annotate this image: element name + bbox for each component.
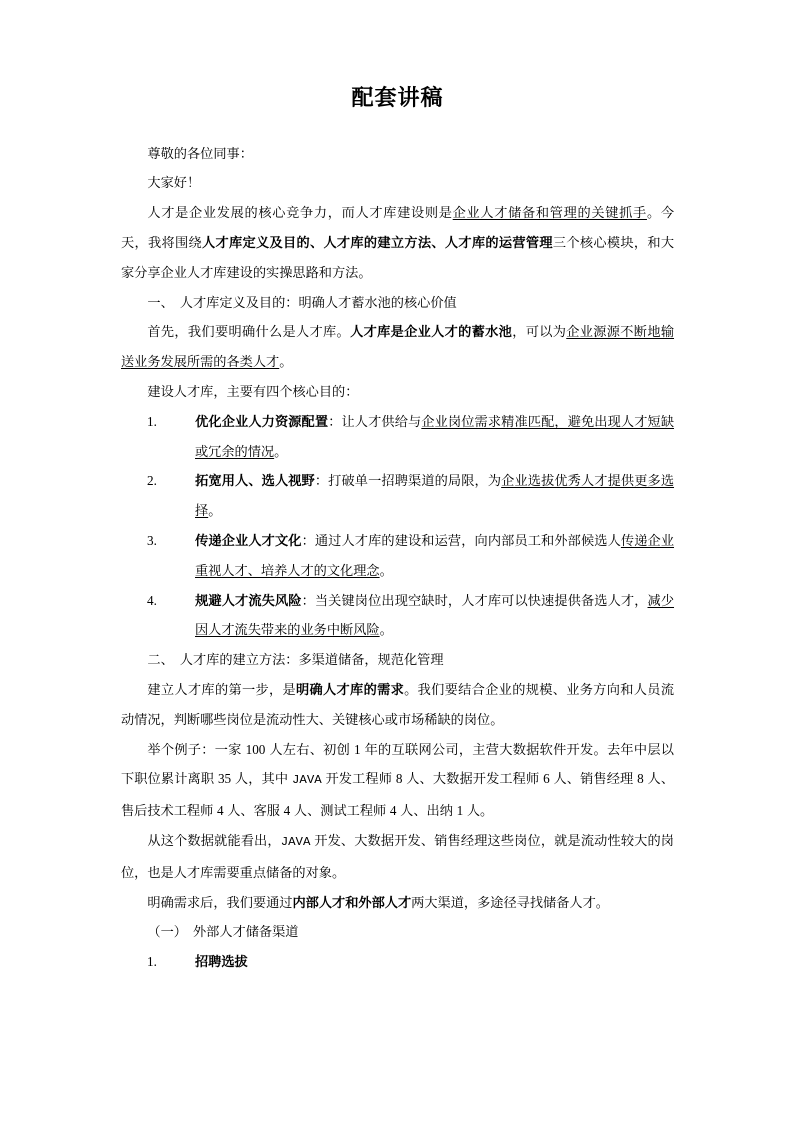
example-count-cashier: 1 (456, 803, 464, 819)
section-2-heading-text: 人才库的建立方法：多渠道储备，规范化管理 (179, 652, 444, 668)
list-item-tail: 。 (208, 503, 222, 519)
list-item (121, 586, 674, 646)
example-count-sales: 8 (637, 771, 644, 787)
list-item-number: 2. (147, 473, 157, 489)
conclusion-role-java: JAVA (280, 834, 311, 849)
subsection-1-heading-text: 外部人才储备渠道 (192, 924, 299, 940)
example-role-java: JAVA (291, 773, 322, 788)
list-item-underline-text: 减少因人才流失带来的业务中断风险 (195, 592, 675, 638)
example-count-support: 4 (283, 803, 291, 819)
document-body (121, 84, 674, 977)
list-item-separator: ：打破单一招聘渠道的局限，为 (314, 473, 502, 489)
paragraph-section2-first-step (121, 675, 674, 735)
list-item-bold-lead: 优化企业人力资源配置 (195, 413, 329, 429)
list-item-number: 1. (147, 954, 157, 970)
list-item-underline-text: 企业选拔优秀人才提供更多选择 (195, 473, 675, 519)
example-count-bigdata: 6 (543, 771, 550, 787)
example-part-g: 人、销售经理 (549, 771, 638, 787)
example-part-c: 年的互联网公司，主营大数据软件开发。去年中层以下职位累计离职 (121, 741, 674, 787)
list-item-bold-lead: 传递企业人才文化 (195, 532, 302, 548)
intro-bold-modules: 人才库定义及目的、人才库的建立方法、人才库的运营管理 (201, 234, 553, 250)
s2-step-part-a: 建立人才库的第一步，是 (147, 681, 297, 697)
s1-purposes-lead-text: 建设人才库，主要有四个核心目的： (147, 383, 359, 399)
example-count-aftersales: 4 (216, 803, 224, 819)
list-item (121, 947, 674, 977)
section-1-marker: 一、 (147, 294, 174, 310)
paragraph-section1-purposes-lead (121, 377, 674, 407)
example-company-years: 1 (354, 741, 361, 757)
list-item-bold-lead: 拓宽用人、选人视野 (195, 473, 315, 489)
example-part-i: 人、客服 (223, 803, 284, 819)
list-item (121, 526, 674, 586)
example-part-l: 人。 (463, 803, 494, 819)
list-item-underline-text: 传递企业重视人才、培养人才的文化理念 (195, 532, 675, 578)
channels-bold-phrase: 内部人才和外部人才 (292, 894, 412, 910)
list-item-separator: ：当关键岗位出现空缺时，人才库可以快速提供备选人才， (301, 592, 648, 608)
salutation-text: 尊敬的各位同事： (147, 145, 253, 161)
list-item-tail: 。 (379, 622, 393, 638)
section-2-marker: 二、 (147, 652, 174, 668)
list-item-underline-text: 企业岗位需求精准匹配，避免出现人才短缺或冗余的情况 (195, 413, 675, 459)
page-title: 配套讲稿 (351, 85, 444, 110)
paragraph-example (121, 735, 674, 826)
intro-part-b: 。今天，我将围绕 (121, 205, 675, 250)
list-item-number: 1. (147, 413, 157, 429)
example-count-qa: 4 (389, 803, 397, 819)
example-part-d: 人，其中 (231, 771, 292, 787)
s1-def-part-b: ，可以为 (512, 324, 567, 340)
example-company-size: 100 (245, 741, 266, 757)
list-item-tail: 。 (379, 562, 393, 578)
list-item-separator: ：让人才供给与 (328, 413, 422, 429)
conclusion-part-a: 从这个数据就能看出， (147, 832, 281, 848)
example-total-leavers: 35 (217, 771, 232, 787)
example-count-java: 8 (395, 771, 403, 787)
list-item-separator: ：通过人才库的建设和运营，向内部员工和外部候选人 (301, 532, 621, 548)
list-item-bold-lead: 招聘选拔 (195, 954, 248, 970)
s2-step-bold-phrase: 明确人才库的需求 (296, 681, 405, 697)
s1-def-part-c: 。 (279, 354, 293, 370)
s1-def-part-a: 首先，我们要明确什么是人才库。 (147, 324, 351, 340)
greeting-text: 大家好！ (147, 175, 201, 191)
paragraph-section1-definition (121, 317, 674, 377)
section-1-heading-text: 人才库定义及目的：明确人才蓄水池的核心价值 (179, 294, 457, 310)
example-part-a: 举个例子：一家 (147, 741, 246, 757)
s2-step-part-b: 。我们要结合企业的规模、业务方向和人员流动情况，判断哪些岗位是流动性大、关键核心或市场稀缺的岗位。 (121, 681, 675, 727)
list-item (121, 407, 674, 467)
example-part-k: 人、出纳 (396, 803, 457, 819)
list-item-number: 3. (147, 532, 157, 548)
list-item-tail: 。 (274, 443, 288, 459)
conclusion-part-b: 开发、大数据开发、销售经理这些岗位，就是流动性较大的岗位，也是人才库需要重点储备的对象。 (121, 832, 674, 880)
paragraph-channels (121, 888, 674, 918)
list-item (121, 466, 674, 526)
paragraph-greeting (121, 168, 674, 198)
subsection-1-heading (121, 917, 674, 947)
paragraph-salutation (121, 139, 674, 169)
section-1-heading (121, 288, 674, 318)
example-part-f: 人、大数据开发工程师 (402, 771, 544, 787)
list-item-bold-lead: 规避人才流失风险 (195, 592, 302, 608)
example-part-e: 开发工程师 (321, 771, 396, 787)
intro-part-a: 人才是企业发展的核心竞争力，而人才库建设则是 (147, 205, 453, 221)
example-part-j: 人、测试工程师 (290, 803, 390, 819)
s1-def-bold-phrase: 人才库是企业人才的蓄水池 (350, 324, 513, 340)
example-part-b: 人左右、初创 (265, 741, 355, 757)
channels-part-b: 两大渠道，多途径寻找储备人才。 (411, 894, 609, 910)
intro-underline-phrase: 企业人才储备和管理的关键抓手 (452, 205, 647, 221)
section-2-heading (121, 645, 674, 675)
channels-part-a: 明确需求后，我们要通过 (147, 894, 293, 910)
subsection-1-marker: （一） (147, 924, 187, 940)
s1-def-underline-phrase: 企业源源不断地输送业务发展所需的各类人才 (121, 324, 675, 370)
intro-part-c: 三个核心模块，和大家分享企业人才库建设的实操思路和方法。 (121, 234, 675, 280)
list-item-number: 4. (147, 592, 157, 608)
paragraph-intro (121, 198, 674, 287)
paragraph-conclusion (121, 826, 674, 888)
example-part-h: 人、售后技术工程师 (121, 771, 675, 819)
